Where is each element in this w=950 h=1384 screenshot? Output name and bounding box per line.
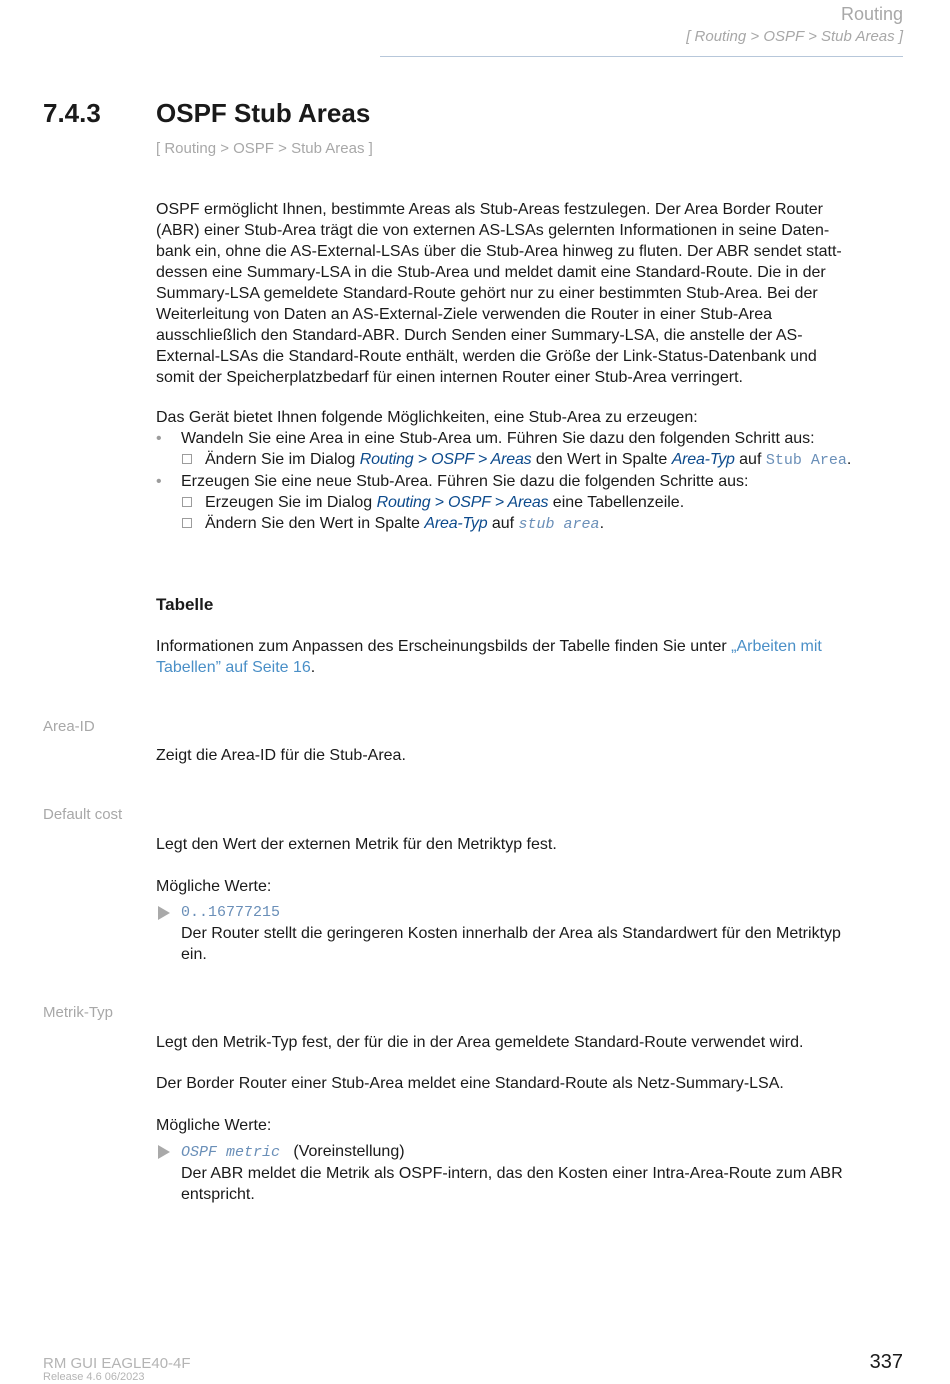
footer-document-name: RM GUI EAGLE40-4F — [43, 1355, 191, 1372]
cross-reference-link[interactable]: „Arbeiten mit — [731, 638, 822, 655]
code-value: stub area — [518, 516, 600, 533]
step-checkbox-icon — [182, 454, 192, 464]
paragraph-text: Informationen zum Anpassen des Erscheinungsbilds der Tabelle finden Sie unter — [156, 638, 732, 655]
intro-line: dessen eine Summary-LSA in die Stub-Area und meldet damit eine Standard-Route. Die in der — [156, 264, 826, 281]
intro-line: bank ein, ohne die AS-External-LSAs über die Stub-Area hinweg zu fluten. Der ABR sendet statt- — [156, 243, 842, 260]
value-desc: Der ABR meldet die Metrik als OSPF-intern, das den Kosten einer Intra-Area-Route zum ABR — [181, 1165, 843, 1182]
step-item — [181, 513, 904, 535]
section-number: 7.4.3 — [43, 98, 101, 128]
value-desc: Der Router stellt die geringeren Kosten innerhalb der Area als Standardwert für den Metriktyp — [181, 925, 841, 942]
step-text: Ändern Sie den Wert in Spalte — [205, 515, 425, 532]
bullet-text: Wandeln Sie eine Area in eine Stub-Area um. Führen Sie dazu den folgenden Schritt aus: — [181, 430, 815, 447]
intro-line: Summary-LSA gemeldete Standard-Route gehört nur zu einer bestimmten Stub-Area. Bei der — [156, 285, 818, 302]
subsection-heading: Tabelle — [156, 595, 214, 614]
step-text: auf — [734, 451, 766, 468]
triangle-bullet-icon — [158, 1145, 170, 1159]
running-header-path: [ Routing > OSPF > Stub Areas ] — [686, 28, 903, 45]
list-item — [156, 471, 904, 535]
step-item — [181, 492, 904, 513]
param-desc-metrik-typ-2: Der Border Router einer Stub-Area meldet eine Standard-Route als Netz-Summary-LSA. — [156, 1075, 784, 1092]
possible-values-label: Mögliche Werte: — [156, 1117, 272, 1134]
running-header-title: Routing — [840, 4, 903, 24]
section-breadcrumb: [ Routing > OSPF > Stub Areas ] — [156, 140, 373, 157]
ui-path: Routing > OSPF > Areas — [359, 451, 532, 468]
param-desc-default-cost: Legt den Wert der externen Metrik für den Metriktyp fest. — [156, 836, 557, 853]
step-checkbox-icon — [182, 497, 192, 507]
steps-list — [181, 492, 904, 535]
step-text: Ändern Sie im Dialog — [205, 451, 360, 468]
value-item — [156, 1141, 904, 1205]
step-text: eine Tabellenzeile. — [548, 494, 685, 511]
param-desc-metrik-typ: Legt den Metrik-Typ fest, der für die in der Area gemeldete Standard-Route verwendet wird. — [156, 1034, 804, 1051]
table-info-paragraph — [156, 636, 904, 678]
intro-line: (ABR) einer Stub-Area trägt die von externen AS-LSAs gelernten Informationen in seine Daten- — [156, 222, 830, 239]
bullet-text: Erzeugen Sie eine neue Stub-Area. Führen Sie dazu die folgenden Schritte aus: — [181, 473, 749, 490]
section-title: OSPF Stub Areas — [156, 98, 371, 128]
step-text: . — [846, 451, 852, 468]
value-default-note: (Voreinstellung) — [293, 1143, 405, 1160]
intro-line: OSPF ermöglicht Ihnen, bestimmte Areas als Stub-Areas festzulegen. Der Area Border Router — [156, 201, 823, 218]
step-text: Erzeugen Sie im Dialog — [205, 494, 377, 511]
cross-reference-link[interactable]: Tabellen” auf Seite 16 — [156, 659, 311, 676]
param-label-default-cost: Default cost — [43, 806, 123, 823]
options-list — [156, 428, 904, 535]
value-row — [156, 902, 904, 965]
possible-values-label: Mögliche Werte: — [156, 878, 272, 895]
step-text: den Wert in Spalte — [531, 451, 672, 468]
paragraph-text: . — [310, 659, 316, 676]
page-number: 337 — [869, 1351, 903, 1373]
triangle-bullet-icon — [158, 906, 170, 920]
steps-list — [181, 449, 904, 471]
value-desc: entspricht. — [181, 1186, 255, 1203]
value-row — [156, 1141, 904, 1205]
footer-release: Release 4.6 06/2023 — [43, 1371, 145, 1383]
intro-line: ausschließlich den Standard-ABR. Durch Senden einer Summary-LSA, die anstelle der AS- — [156, 327, 803, 344]
list-item — [156, 428, 904, 471]
intro-line: somit der Speicherplatzbedarf für einen internen Router einer Stub-Area verringert. — [156, 369, 743, 386]
value-desc: ein. — [181, 946, 207, 963]
param-label-area-id: Area-ID — [43, 718, 95, 735]
header-divider — [380, 56, 903, 57]
value-code: OSPF metric — [181, 1144, 281, 1161]
param-label-metrik-typ: Metrik-Typ — [43, 1004, 114, 1021]
ui-column: Area-Typ — [424, 515, 488, 532]
ui-path: Routing > OSPF > Areas — [376, 494, 549, 511]
intro-paragraph — [156, 199, 904, 388]
param-desc-area-id: Zeigt die Area-ID für die Stub-Area. — [156, 747, 406, 764]
options-block — [156, 407, 904, 535]
intro-line: External-LSAs die Standard-Route enthält, werden die Größe der Link-Status-Datenbank und — [156, 348, 817, 365]
value-code: 0..16777215 — [181, 904, 281, 921]
options-lead: Das Gerät bietet Ihnen folgende Möglichkeiten, eine Stub-Area zu erzeugen: — [156, 409, 698, 426]
value-item — [156, 902, 904, 965]
intro-line: Weiterleitung von Daten an AS-External-Ziele verwenden die Router in einer Stub-Area — [156, 306, 773, 323]
step-checkbox-icon — [182, 518, 192, 528]
step-text: . — [599, 515, 605, 532]
step-text: auf — [487, 515, 519, 532]
code-value: Stub Area — [765, 452, 847, 469]
step-item — [181, 449, 904, 471]
ui-column: Area-Typ — [671, 451, 735, 468]
